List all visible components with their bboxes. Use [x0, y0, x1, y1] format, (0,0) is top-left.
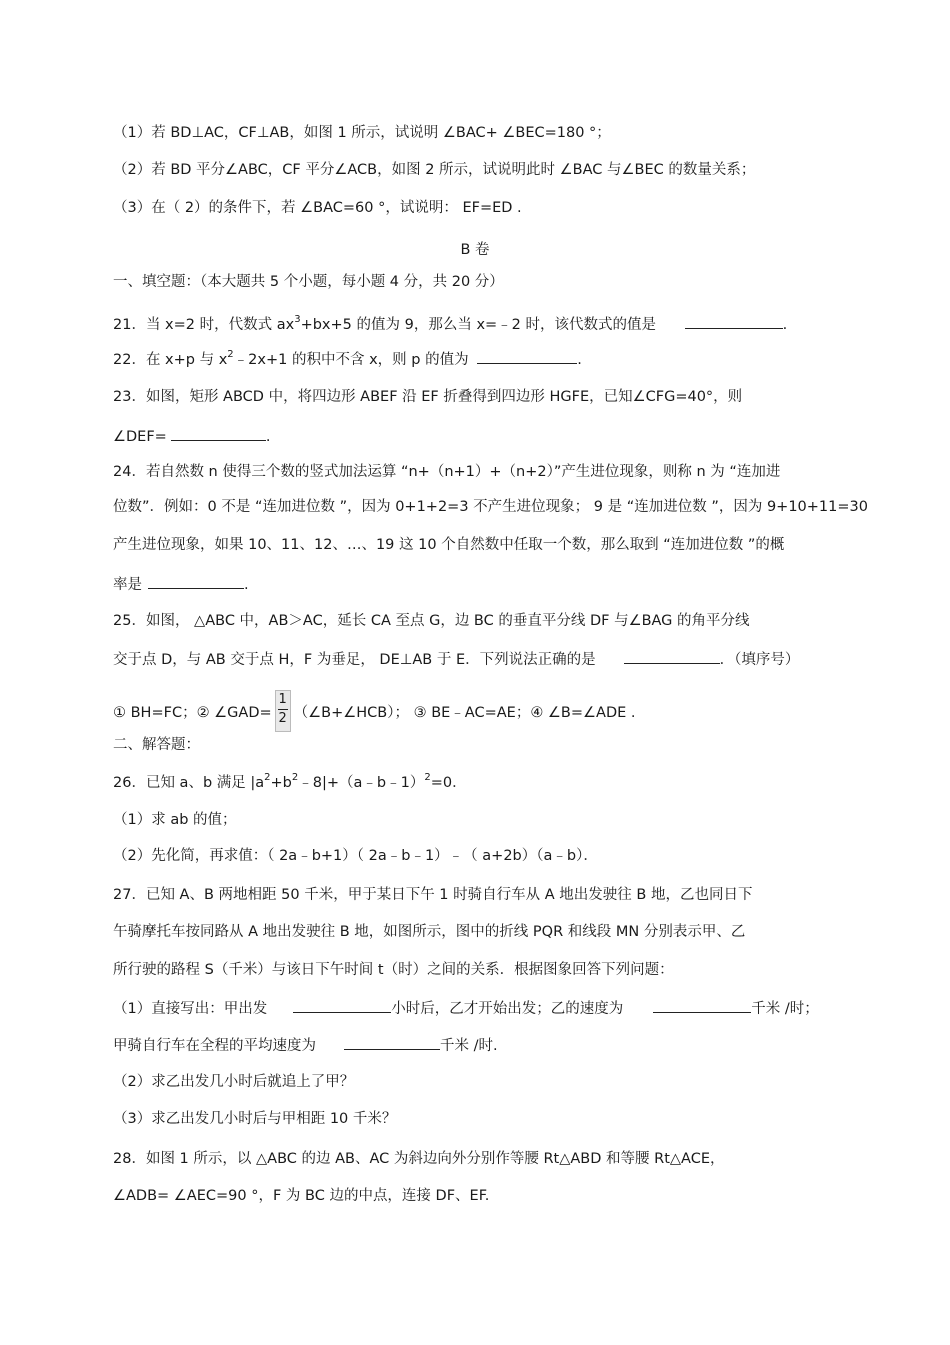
- problem-part-1: （1）若 BD⊥AC，CF⊥AB，如图 1 所示，试说明 ∠BAC+ ∠BEC=180 °；: [113, 125, 611, 141]
- answer-blank-27c[interactable]: [344, 1034, 440, 1050]
- question-26: 26．已知 a、b 满足 $|a^2+b^2﹣8|+(a﹣b﹣1)^2=0$．: [113, 772, 467, 791]
- question-27-line2: 午骑摩托车按同路从 A 地出发驶往 B 地，如图所示，图中的折线 PQR 和线段 MN 分别表示甲、乙: [113, 924, 746, 940]
- question-26-part1: （1）求 ab 的值；: [113, 812, 237, 828]
- problem-part-3: （3）在（ 2）的条件下，若 ∠BAC=60 °，试说明： EF=ED .: [113, 200, 522, 216]
- question-25-line2: 交于点 D，与 AB 交于点 H，F 为垂足， DE⊥AB 于 E．下列说法正确的是 ．（填序号）: [113, 648, 799, 670]
- question-28-line2: ∠ADB= ∠AEC=90 °，F 为 BC 边的中点，连接 DF、EF.: [113, 1188, 490, 1204]
- question-25-line1: 25．如图， △ABC 中，AB＞AC，延长 CA 至点 G，边 BC 的垂直平分线 DF 与∠BAG 的角平分线: [113, 613, 750, 629]
- section-title: B 卷: [460, 242, 490, 258]
- question-24-line2: 位数”．例如：0 不是 “连加进位数 ”，因为 0+1+2=3 不产生进位现象； 9 是 “连加进位数 ”，因为 9+10+11=30: [113, 499, 868, 515]
- question-27-line3: 所行驶的路程 S（千米）与该日下午时间 t（时）之间的关系．根据图象回答下列问题：: [113, 962, 674, 978]
- question-27-part2: （2）求乙出发几小时后就追上了甲？: [113, 1074, 355, 1090]
- answer-blank-22[interactable]: [477, 348, 577, 364]
- question-22: 22．在 x+p 与 $x^2﹣2x+1$ 的积中不含 x，则 p 的值为 .: [113, 349, 582, 368]
- question-27-line1: 27．已知 A、B 两地相距 50 千米，甲于某日下午 1 时骑自行车从 A 地出发驶往 B 地，乙也同日下: [113, 887, 753, 903]
- question-24-line1: 24．若自然数 n 使得三个数的竖式加法运算 “n+（n+1）+（n+2）”产生进位现象，则称 n 为 “连加进: [113, 464, 781, 480]
- question-24-line4: 率是 .: [113, 573, 249, 595]
- question-23-line1: 23．如图，矩形 ABCD 中，将四边形 ABEF 沿 EF 折叠得到四边形 HGFE，已知∠CFG=40°，则: [113, 389, 743, 405]
- answer-blank-25[interactable]: [624, 648, 720, 664]
- question-27-part1-cont: 甲骑自行车在全程的平均速度为 千米 /时.: [113, 1034, 498, 1056]
- question-24-line3: 产生进位现象，如果 10、11、12、…、19 这 10 个自然数中任取一个数，那么取到 “连加进位数 ”的概: [113, 537, 785, 553]
- question-26-part2: （2）先化简，再求值：（ 2a﹣b+1）（ 2a﹣b﹣1）﹣（ a+2b）（a﹣b）．: [113, 848, 598, 864]
- answer-blank-23[interactable]: [171, 425, 266, 441]
- part2-heading: 二、解答题：: [113, 737, 200, 753]
- answer-blank-24[interactable]: [148, 573, 244, 589]
- part1-heading: 一、填空题：（本大题共 5 个小题，每小题 4 分，共 20 分）: [113, 274, 504, 290]
- answer-blank-27a[interactable]: [293, 997, 391, 1013]
- question-21: 21．当 x=2 时，代数式 $ax^3+bx+5$ 的值为 9，那么当 x=﹣2 时，该代数式的值是 .: [113, 314, 788, 333]
- question-28-line1: 28．如图 1 所示，以 △ABC 的边 AB、AC 为斜边向外分别作等腰 Rt△ABD 和等腰 Rt△ACE，: [113, 1151, 725, 1167]
- question-27-part3: （3）求乙出发几小时后与甲相距 10 千米？: [113, 1111, 397, 1127]
- answer-blank-27b[interactable]: [653, 997, 751, 1013]
- question-25-options: ① BH=FC；② ∠GAD= $\frac{1}{2}$ （∠B+∠HCB）； ③ BE﹣AC=AE；④ ∠B=∠ADE .: [113, 692, 636, 734]
- answer-blank-21[interactable]: [685, 313, 783, 329]
- problem-part-2: （2）若 BD 平分∠ABC，CF 平分∠ACB，如图 2 所示，试说明此时 ∠BAC 与∠BEC 的数量关系；: [113, 162, 756, 178]
- fraction-one-half: $\frac{1}{2}$: [275, 690, 291, 732]
- question-27-part1: （1）直接写出：甲出发 小时后，乙才开始出发；乙的速度为 千米 /时；: [113, 997, 819, 1019]
- question-23-line2: ∠DEF= .: [113, 425, 270, 447]
